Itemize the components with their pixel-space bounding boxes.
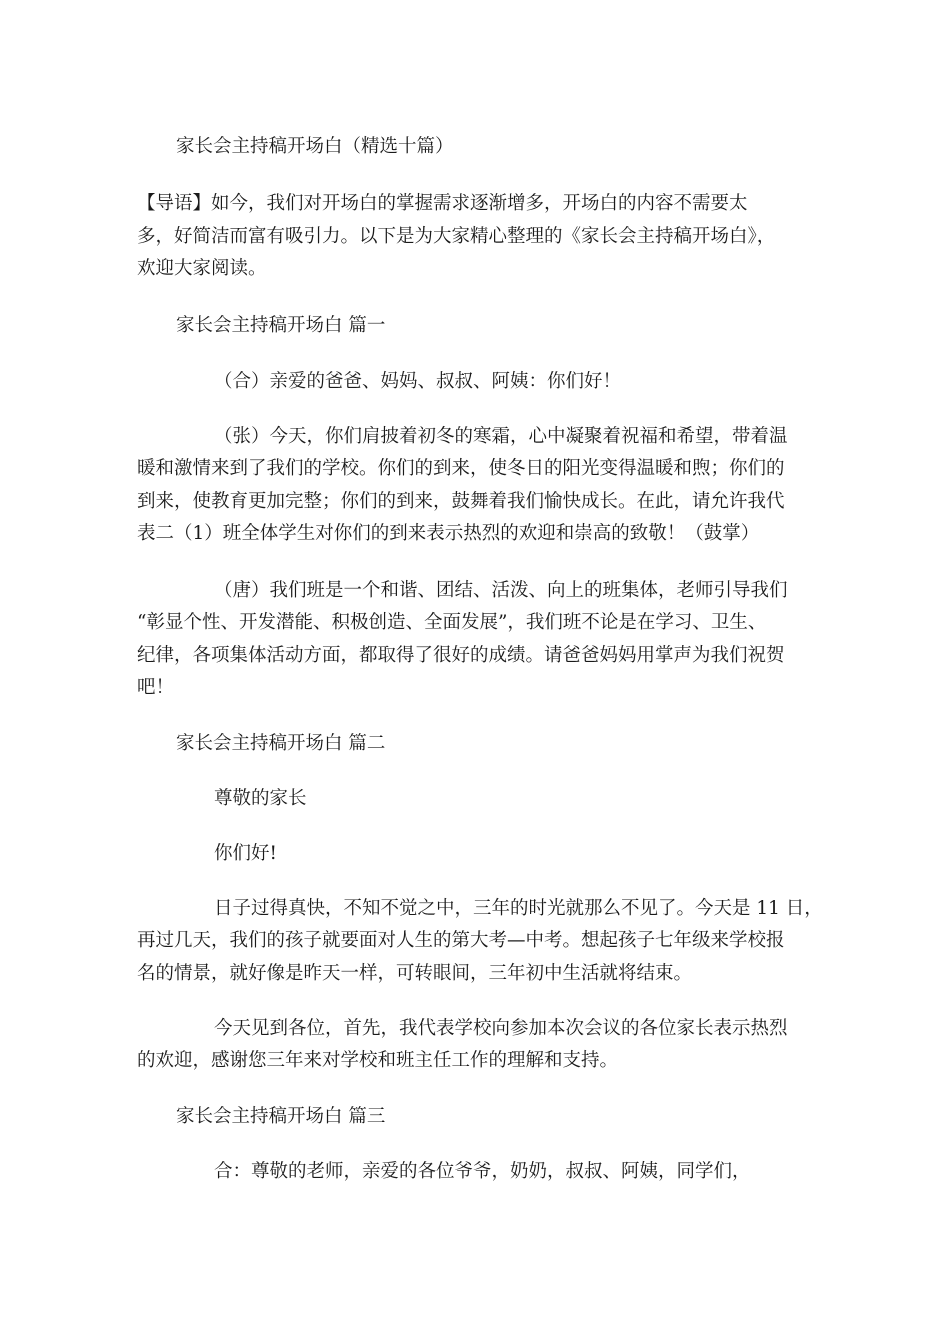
section2-para2-line-2: 的欢迎，感谢您三年来对学校和班主任工作的理解和支持。 — [137, 1050, 619, 1071]
section1-tang-line-3: 纪律，各项集体活动方面，都取得了很好的成绩。请爸爸妈妈用掌声为我们祝贺 — [137, 645, 785, 666]
section3-heading: 家长会主持稿开场白 篇三 — [176, 1106, 386, 1127]
intro-line-3: 欢迎大家阅读。 — [137, 258, 267, 279]
intro-line-1: 【导语】如今，我们对开场白的掌握需求逐渐增多，开场白的内容不需要太 — [137, 193, 748, 214]
section2-para2-line-1: 今天见到各位，首先，我代表学校向参加本次会议的各位家长表示热烈 — [214, 1018, 788, 1039]
section1-he-line: （合）亲爱的爸爸、妈妈、叔叔、阿姨：你们好！ — [214, 371, 622, 392]
section1-heading: 家长会主持稿开场白 篇一 — [176, 315, 386, 336]
document-title: 家长会主持稿开场白（精选十篇） — [176, 136, 454, 157]
section2-para1-line-2: 再过几天，我们的孩子就要面对人生的第大考—中考。想起孩子七年级来学校报 — [137, 930, 785, 951]
section1-tang-line-2: “彰显个性、开发潜能、积极创造、全面发展”，我们班不论是在学习、卫生、 — [137, 612, 767, 633]
section2-greeting-2: 你们好! — [214, 843, 277, 864]
section2-para1-line-1: 日子过得真快，不知不觉之中，三年的时光就那么不见了。今天是 11 日， — [214, 898, 823, 919]
section3-he-line: 合：尊敬的老师，亲爱的各位爷爷，奶奶，叔叔、阿姨，同学们， — [214, 1161, 751, 1182]
section1-zhang-line-4: 表二（1）班全体学生对你们的到来表示热烈的欢迎和崇高的致敬！（鼓掌） — [137, 523, 760, 544]
section1-zhang-line-3: 到来，使教育更加完整；你们的到来，鼓舞着我们愉快成长。在此，请允许我代 — [137, 491, 785, 512]
intro-line-2: 多，好简洁而富有吸引力。以下是为大家精心整理的《家长会主持稿开场白》， — [137, 226, 776, 247]
section2-para1-line-3: 名的情景，就好像是昨天一样，可转眼间，三年初中生活就将结束。 — [137, 963, 693, 984]
section1-tang-line-4: 吧！ — [137, 677, 175, 698]
section1-zhang-line-2: 暖和激情来到了我们的学校。你们的到来，使冬日的阳光变得温暖和煦；你们的 — [137, 458, 785, 479]
section2-greeting-1: 尊敬的家长 — [214, 788, 307, 809]
section1-zhang-line-1: （张）今天，你们肩披着初冬的寒霜，心中凝聚着祝福和希望，带着温 — [214, 426, 788, 447]
section2-heading: 家长会主持稿开场白 篇二 — [176, 733, 386, 754]
section1-tang-line-1: （唐）我们班是一个和谐、团结、活泼、向上的班集体，老师引导我们 — [214, 580, 788, 601]
